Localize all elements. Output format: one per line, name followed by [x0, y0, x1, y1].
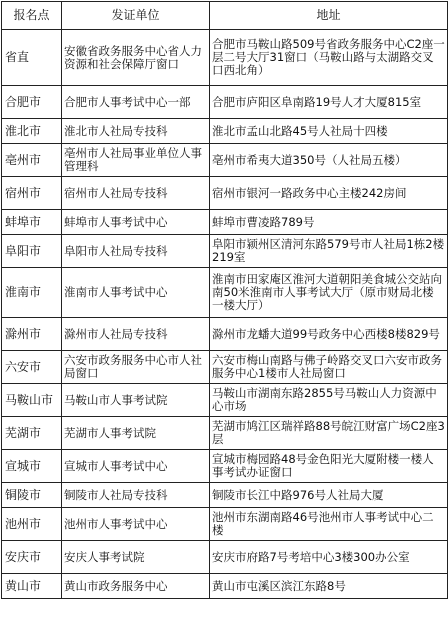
table-row — [2, 235, 448, 268]
address-cell: 合肥市庐阳区阜南路19号人才大厦815室 — [210, 86, 448, 119]
issuing-unit-cell: 淮南市人事考试中心 — [62, 268, 210, 318]
issuing-unit-cell: 黄山市政务服务中心 — [62, 574, 210, 599]
registration-point-cell: 蚌埠市 — [2, 210, 62, 235]
address-cell: 淮南市田家庵区淮河大道朝阳美食城公交站向南50米淮南市人事考试大厅（原市财局北楼一楼大厅） — [210, 268, 448, 318]
issuing-unit-cell: 安徽省政务服务中心省人力资源和社会保障厅窗口 — [62, 30, 210, 86]
registration-point-cell: 淮北市 — [2, 119, 62, 144]
table-row — [2, 318, 448, 351]
address-cell: 蚌埠市曹凌路789号 — [210, 210, 448, 235]
registration-point-cell: 黄山市 — [2, 574, 62, 599]
table-row — [2, 450, 448, 483]
address-cell: 宣城市梅园路48号金色阳光大厦附楼一楼人事考试办证窗口 — [210, 450, 448, 483]
issuing-unit-cell: 亳州市人社局事业单位人事管理科 — [62, 144, 210, 177]
table-row — [2, 144, 448, 177]
registration-point-cell: 省直 — [2, 30, 62, 86]
registration-point-cell: 合肥市 — [2, 86, 62, 119]
address-cell: 马鞍山市湖南东路2855号马鞍山人力资源中心市场 — [210, 384, 448, 417]
issuing-unit-cell: 宿州市人社局专技科 — [62, 177, 210, 210]
header-issuing-unit: 发证单位 — [62, 2, 210, 30]
registration-point-cell: 六安市 — [2, 351, 62, 384]
issuing-unit-cell: 滁州市人社局专技科 — [62, 318, 210, 351]
registration-point-cell: 芜湖市 — [2, 417, 62, 450]
issuing-unit-cell: 池州市人事考试中心 — [62, 508, 210, 541]
header-address: 地址 — [210, 2, 448, 30]
issuing-unit-cell: 宣城市人事考试中心 — [62, 450, 210, 483]
issuing-unit-cell: 铜陵市人社局专技科 — [62, 483, 210, 508]
address-cell: 亳州市希夷大道350号（人社局五楼） — [210, 144, 448, 177]
issuing-unit-cell: 淮北市人社局专技科 — [62, 119, 210, 144]
registration-point-cell: 亳州市 — [2, 144, 62, 177]
address-cell: 合肥市马鞍山路509号省政务服务中心C2座一层二号大厅31窗口（马鞍山路与太湖路交叉口西北角） — [210, 30, 448, 86]
address-cell: 滁州市龙蟠大道99号政务中心西楼8楼829号 — [210, 318, 448, 351]
address-cell: 阜阳市颍州区清河东路579号市人社局1栋2楼219室 — [210, 235, 448, 268]
registration-point-cell: 铜陵市 — [2, 483, 62, 508]
registration-point-cell: 池州市 — [2, 508, 62, 541]
table-header-row — [2, 2, 448, 30]
issuing-unit-cell: 芜湖市人事考试院 — [62, 417, 210, 450]
issuing-unit-cell: 合肥市人事考试中心一部 — [62, 86, 210, 119]
address-cell: 宿州市银河一路政务中心主楼242房间 — [210, 177, 448, 210]
table-row — [2, 417, 448, 450]
certificate-office-table — [1, 1, 448, 599]
table-row — [2, 574, 448, 599]
registration-point-cell: 宣城市 — [2, 450, 62, 483]
registration-point-cell: 阜阳市 — [2, 235, 62, 268]
table-row — [2, 210, 448, 235]
registration-point-cell: 安庆市 — [2, 541, 62, 574]
issuing-unit-cell: 马鞍山市人事考试院 — [62, 384, 210, 417]
registration-point-cell: 宿州市 — [2, 177, 62, 210]
address-cell: 安庆市府路7号考培中心3楼300办公室 — [210, 541, 448, 574]
address-cell: 黄山市屯溪区滨江东路8号 — [210, 574, 448, 599]
table-row — [2, 119, 448, 144]
table-row — [2, 483, 448, 508]
table-row — [2, 177, 448, 210]
header-registration-point: 报名点 — [2, 2, 62, 30]
registration-point-cell: 滁州市 — [2, 318, 62, 351]
address-cell: 池州市东湖南路46号池州市人事考试中心二楼 — [210, 508, 448, 541]
table-row — [2, 30, 448, 86]
address-cell: 铜陵市长江中路976号人社局大厦 — [210, 483, 448, 508]
table-row — [2, 86, 448, 119]
table-row — [2, 384, 448, 417]
table-row — [2, 508, 448, 541]
address-cell: 芜湖市鸠江区瑞祥路88号皖江财富广场C2座3层 — [210, 417, 448, 450]
address-cell: 六安市梅山南路与佛子岭路交叉口六安市政务服务中心1楼市人社局窗口 — [210, 351, 448, 384]
table-row — [2, 351, 448, 384]
registration-point-cell: 淮南市 — [2, 268, 62, 318]
address-cell: 淮北市孟山北路45号人社局十四楼 — [210, 119, 448, 144]
registration-point-cell: 马鞍山市 — [2, 384, 62, 417]
issuing-unit-cell: 蚌埠市人事考试中心 — [62, 210, 210, 235]
issuing-unit-cell: 阜阳市人社局专技科 — [62, 235, 210, 268]
table-row — [2, 268, 448, 318]
table-row — [2, 541, 448, 574]
issuing-unit-cell: 安庆人事考试院 — [62, 541, 210, 574]
issuing-unit-cell: 六安市政务服务中心市人社局窗口 — [62, 351, 210, 384]
